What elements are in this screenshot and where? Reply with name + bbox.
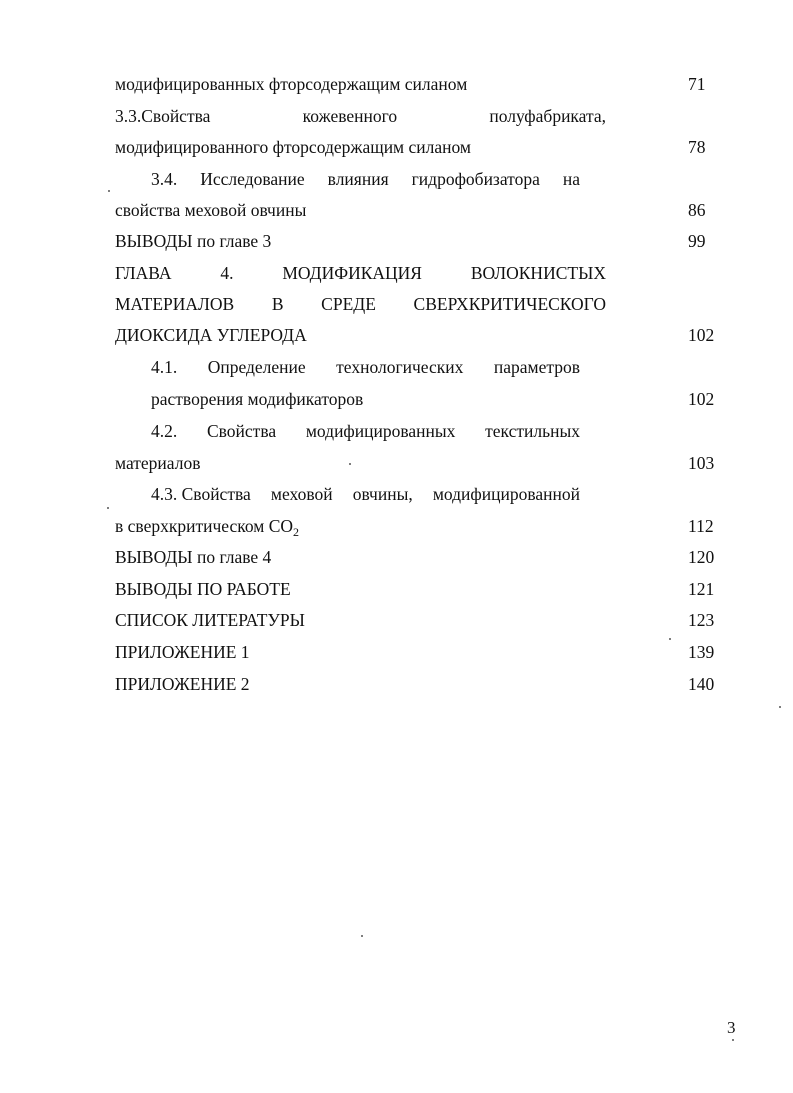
toc-chapter4-line3: ДИОКСИДА УГЛЕРОДА <box>115 325 307 345</box>
toc-word: 4.2. <box>151 421 178 441</box>
toc-word: овчины, <box>352 484 413 504</box>
scan-speck <box>669 638 671 640</box>
toc-page-number: 140 <box>688 674 715 694</box>
toc-page-number: 102 <box>688 389 715 409</box>
scan-speck <box>108 190 110 192</box>
toc-page-number: 103 <box>688 453 715 473</box>
toc-word: модифицированных <box>305 421 456 441</box>
toc-line-continuation: модифицированных фторсодержащим силаном <box>115 74 468 94</box>
toc-word: СВЕРХКРИТИЧЕСКОГО <box>413 294 606 314</box>
scan-speck <box>349 463 351 465</box>
toc-word: Определение <box>207 357 306 377</box>
toc-word: меховой <box>270 484 333 504</box>
toc-word: технологических <box>336 357 464 377</box>
toc-entry-4-2-line2: материалов <box>115 453 201 473</box>
toc-page-number: 86 <box>688 200 706 220</box>
toc-word: на <box>562 169 580 189</box>
toc-page-number: 102 <box>688 325 715 345</box>
toc-word: Свойства <box>206 421 277 441</box>
toc-page-number: 112 <box>688 516 714 536</box>
toc-rest: по главе 3 <box>192 231 272 251</box>
toc-word: 4.1. <box>151 357 178 377</box>
toc-caps: ВЫВОДЫ <box>115 231 193 251</box>
subscript: 2 <box>293 525 300 539</box>
toc-chapter4-line2 <box>115 293 606 315</box>
toc-word: параметров <box>493 357 580 377</box>
toc-caps: ВЫВОДЫ <box>115 547 193 567</box>
toc-entry-4-1 <box>151 356 580 378</box>
toc-conclusions-work: ВЫВОДЫ ПО РАБОТЕ <box>115 579 291 599</box>
toc-text: в сверхкритическом СО <box>115 516 294 536</box>
toc-entry-4-2 <box>151 420 580 442</box>
toc-word: В <box>271 294 284 314</box>
toc-appendix-1: ПРИЛОЖЕНИЕ 1 <box>115 642 250 662</box>
toc-entry-3-4-line2: свойства меховой овчины <box>115 200 307 220</box>
scan-speck <box>361 935 363 937</box>
toc-word: гидрофобизатора <box>411 169 540 189</box>
toc-page-number: 123 <box>688 610 715 630</box>
scan-speck <box>779 706 781 708</box>
toc-page-number: 139 <box>688 642 715 662</box>
toc-word: ВОЛОКНИСТЫХ <box>470 263 606 283</box>
toc-conclusions-ch3 <box>115 230 606 252</box>
toc-word: Исследование <box>200 169 305 189</box>
toc-word: ГЛАВА <box>115 263 172 283</box>
toc-word: 3.4. <box>151 169 178 189</box>
toc-entry-3-3-line2: модифицированного фторсодержащим силаном <box>115 137 471 157</box>
toc-word: 3.3.Свойства <box>115 106 211 126</box>
toc-word: влияния <box>327 169 389 189</box>
toc-word: полуфабриката, <box>489 106 606 126</box>
toc-entry-4-3 <box>151 483 580 505</box>
toc-page-number: 121 <box>688 579 715 599</box>
toc-chapter4-line1 <box>115 262 606 284</box>
scan-speck <box>732 1039 734 1041</box>
page-number: 3 <box>727 1018 736 1037</box>
toc-page-number: 71 <box>688 74 706 94</box>
toc-word: 4. <box>220 263 234 283</box>
toc-entry-4-3-line2 <box>115 515 606 543</box>
toc-rest: по главе 4 <box>192 547 272 567</box>
toc-word: СРЕДЕ <box>321 294 376 314</box>
toc-references: СПИСОК ЛИТЕРАТУРЫ <box>115 610 305 630</box>
toc-entry-4-1-line2: растворения модификаторов <box>151 389 364 409</box>
toc-word: кожевенного <box>302 106 398 126</box>
toc-conclusions-ch4 <box>115 546 606 568</box>
toc-page-number: 78 <box>688 137 706 157</box>
toc-page-number: 120 <box>688 547 715 567</box>
toc-word: МОДИФИКАЦИЯ <box>282 263 422 283</box>
toc-page-number: 99 <box>688 231 706 251</box>
toc-appendix-2: ПРИЛОЖЕНИЕ 2 <box>115 674 250 694</box>
toc-word: текстильных <box>485 421 580 441</box>
toc-word: 4.3. Свойства <box>151 484 251 504</box>
toc-word: МАТЕРИАЛОВ <box>115 294 235 314</box>
toc-entry-3-4 <box>151 168 580 190</box>
toc-word: модифицированной <box>432 484 580 504</box>
scan-speck <box>107 507 109 509</box>
toc-entry-3-3 <box>115 105 606 127</box>
